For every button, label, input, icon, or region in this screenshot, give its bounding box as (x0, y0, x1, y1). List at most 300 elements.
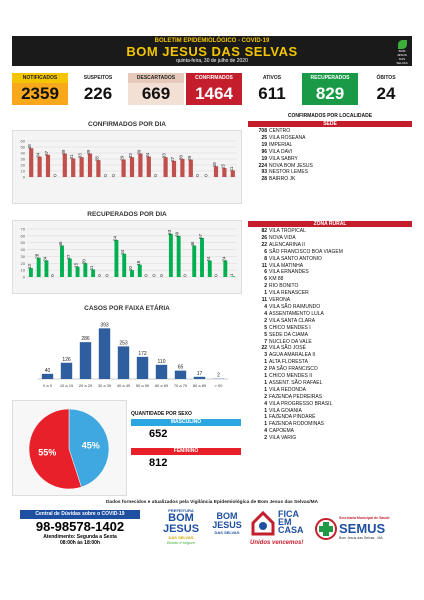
semus-top: Secretaria Municipal de Saúde (339, 516, 390, 520)
locality-count: 26 (261, 234, 267, 241)
leaf-icon (398, 40, 407, 49)
kpi-recuperados (302, 73, 358, 106)
prefeitura-label: PREFEITURA (168, 508, 194, 513)
data-label: 15 (73, 262, 79, 268)
list-item (250, 290, 343, 297)
city-logo (396, 38, 408, 65)
y-tick-label: 0 (22, 174, 25, 180)
sexo-pie-chart (13, 401, 128, 497)
em-text: EM (278, 517, 292, 527)
locality-count: 19 (261, 155, 267, 162)
bulletin-date: quinta-feira, 30 de julho de 2020 (176, 58, 248, 64)
data-label: 28 (94, 156, 100, 162)
locality-count: 6 (264, 248, 267, 255)
kpi-label: NOTIFICADOS (12, 73, 68, 83)
data-label: 17 (196, 370, 203, 377)
unidos-slogan: Unidos vencemos! (250, 540, 304, 546)
locality-count: 2 (264, 435, 267, 442)
faixa-etaria-title: CASOS POR FAIXA ETÁRIA (84, 305, 170, 312)
locality-count: 22 (261, 241, 267, 248)
list-item (250, 311, 343, 318)
locality-count: 82 (261, 228, 267, 234)
bar (61, 363, 72, 379)
x-tick-label: > 90 (214, 383, 223, 388)
y-tick-label: 0 (22, 274, 25, 280)
list-item (250, 318, 343, 325)
data-label: 28 (34, 253, 40, 259)
y-tick-label: 50 (20, 240, 25, 246)
list-item (250, 414, 343, 421)
bj-bom: BOM (216, 511, 238, 521)
locality-count: 25 (261, 134, 267, 141)
data-label: 1 (229, 273, 235, 277)
data-label: 11 (228, 166, 234, 172)
locality-count: 7 (264, 338, 267, 345)
data-label: 60 (174, 231, 180, 237)
feminino-value: 812 (149, 457, 168, 469)
locality-name: NOVA BOM JESUS (269, 162, 313, 169)
list-item (250, 128, 313, 135)
prefeitura-bom: BOM (168, 512, 194, 524)
bar (80, 342, 91, 379)
locality-name: VILA REDONDA (269, 386, 306, 393)
y-tick-label: 70 (20, 226, 25, 232)
list-item (250, 394, 343, 401)
masculino-value: 652 (149, 428, 168, 440)
data-label: 34 (144, 152, 150, 158)
y-tick-label: 20 (20, 260, 25, 266)
locality-name: VILA SANTO ANTONIO (269, 255, 322, 262)
data-label: 0 (111, 174, 117, 177)
kpi-ativos (244, 73, 300, 106)
y-tick-label: 20 (20, 162, 25, 168)
city-logo-text: BOM JESUS DAS SELVAS (396, 49, 408, 65)
data-label: 30 (178, 154, 184, 161)
locality-count: 6 (264, 276, 267, 283)
list-item (250, 283, 343, 290)
bar (115, 240, 119, 277)
data-label: 393 (100, 322, 109, 329)
prefeitura-selvas: DAS SELVAS (168, 535, 194, 540)
data-label: 34 (120, 249, 126, 255)
locality-name: VILA MATINHA (269, 262, 304, 269)
locality-name: NESTOR LEMES (269, 169, 309, 176)
data-label: 18 (212, 162, 217, 168)
data-label: 65 (177, 364, 184, 371)
data-label: 39 (86, 149, 91, 155)
data-label: 63 (166, 229, 172, 235)
locality-count: 1 (264, 359, 267, 366)
locality-name: FAZENDA PEDREIRAS (269, 393, 323, 400)
data-label: 126 (62, 356, 71, 363)
help-hours-days: Atendimento: Segunda a Sexta (43, 534, 117, 540)
locality-count: 4 (264, 310, 267, 317)
data-label: 27 (65, 254, 71, 260)
bar (63, 154, 67, 177)
locality-name: ALENCARINA II (269, 241, 305, 248)
semus-sub: Bom Jesus das Selvas - MA (339, 536, 383, 540)
locality-count: 1 (264, 290, 267, 297)
locality-name: VILA ROSEANA (269, 134, 306, 141)
bar (192, 245, 196, 277)
data-label: 20 (81, 259, 87, 265)
bj-selvas: DAS SELVAS (214, 530, 240, 535)
y-tick-label: 30 (20, 253, 25, 259)
list-item (250, 428, 343, 435)
data-label: 0 (143, 274, 149, 277)
x-tick-label: 60 a 69 (154, 383, 169, 388)
prefeitura-jesus: JESUS (162, 523, 200, 535)
locality-name: VILA DAVI (269, 148, 293, 155)
list-item (250, 163, 313, 170)
locality-name: VILA ERNANDES (269, 269, 309, 276)
help-phone[interactable]: 98-98578-1402 (35, 519, 125, 534)
data-label: 37 (44, 150, 49, 156)
data-label: 18 (135, 260, 141, 266)
list-item (250, 263, 343, 270)
locality-name: VILA RENASCER (269, 290, 309, 297)
data-label: 57 (198, 233, 203, 239)
bar (29, 148, 33, 177)
semus-text: SEMUS (339, 521, 386, 536)
list-item (250, 269, 343, 276)
locality-count: 6 (264, 269, 267, 276)
list-item (250, 332, 343, 339)
list-item (250, 176, 313, 183)
list-item (250, 325, 343, 332)
locality-count: 19 (261, 141, 267, 148)
bar (138, 154, 142, 177)
pie-label: 45% (81, 440, 100, 451)
data-label: 253 (119, 340, 128, 347)
zona-rural-header: ZONA RURAL (248, 221, 412, 227)
bar (71, 158, 75, 177)
bar (88, 154, 92, 177)
bj-logo (207, 512, 247, 535)
locality-count: 1 (264, 421, 267, 428)
locality-name: RIO BONITO (269, 283, 299, 290)
x-tick-label: 50 a 59 (135, 383, 150, 388)
y-tick-label: 10 (20, 267, 25, 273)
list-item (250, 366, 343, 373)
bar (169, 234, 173, 277)
bar (172, 161, 176, 177)
locality-name: PA SÃO FRANCISCO (269, 366, 318, 373)
bar (208, 261, 212, 277)
locality-name: BAIRRO JK (269, 176, 296, 183)
locality-count: 28 (261, 176, 267, 183)
data-label: 0 (50, 274, 56, 277)
prefeitura-logo (155, 508, 207, 554)
data-label: 10 (128, 266, 133, 272)
bar (60, 245, 64, 277)
data-label: 0 (182, 274, 188, 277)
locality-name: VILA GOIANIA (269, 407, 302, 414)
kpi-label: SUSPEITOS (70, 73, 126, 83)
list-item (250, 401, 343, 408)
bar (37, 258, 41, 277)
locality-name: ALTA FLORESTA (269, 359, 308, 366)
list-item (250, 142, 313, 149)
kpi-value: 611 (244, 83, 300, 105)
locality-count: 8 (264, 255, 267, 262)
data-label: 0 (104, 274, 110, 277)
faixa-etaria-chart (12, 313, 242, 393)
y-tick-label: 40 (20, 150, 25, 156)
locality-name: VILA SABRY (269, 155, 298, 162)
locality-count: 93 (261, 169, 267, 176)
locality-count: 2 (264, 283, 267, 290)
prefeitura-slogan: Bonito e seguro (166, 540, 196, 545)
fica-em-casa-logo (250, 508, 310, 552)
list-item (250, 276, 343, 283)
x-tick-label: 70 a 79 (173, 383, 188, 388)
list-item (250, 297, 343, 304)
kpi-label: RECUPERADOS (302, 73, 358, 83)
list-item (250, 380, 343, 387)
y-tick-label: 60 (20, 233, 25, 239)
sede-header: SEDE (248, 121, 412, 127)
bar (194, 377, 205, 379)
locality-name: VILA SÃO JOSÉ (269, 345, 306, 352)
kpi-label: CONFIRMADOS (186, 73, 242, 83)
data-label: 2 (217, 372, 220, 379)
semus-logo (315, 512, 410, 548)
bar (164, 157, 168, 177)
data-label: 33 (77, 153, 83, 159)
x-tick-label: 80 a 89 (192, 383, 207, 388)
locality-name: IMPERIAL (269, 141, 293, 148)
bar (200, 238, 204, 277)
sexo-title: QUANTIDADE POR SEXO (131, 411, 192, 417)
bar (46, 155, 50, 177)
kpi-value: 226 (70, 83, 126, 105)
bar (189, 160, 193, 177)
kpi-value: 2359 (12, 83, 68, 105)
locality-name: NUCLEO DA VALE (269, 338, 312, 345)
list-item (250, 135, 313, 142)
locality-count: 2 (264, 317, 267, 324)
list-item (250, 373, 343, 380)
bar (122, 160, 126, 177)
kpi-value: 829 (302, 83, 358, 105)
data-label: 33 (128, 153, 133, 159)
locality-name: VILA TROPICAL (269, 228, 306, 234)
list-item (250, 256, 343, 263)
kpi-label: ATIVOS (244, 73, 300, 83)
data-label: 31 (69, 154, 75, 160)
data-label: 27 (170, 156, 175, 162)
locality-name: CHICO MENDES II (269, 373, 313, 380)
bar (99, 328, 110, 379)
locality-count: 2 (264, 393, 267, 400)
bar (180, 159, 184, 177)
confirmados-chart (13, 131, 243, 205)
x-tick-label: 20 a 29 (78, 383, 93, 388)
locality-name: SÃO FRANCISCO BOA VIAGEM (269, 248, 343, 255)
locality-name: AGUA AMARALEA II (269, 352, 316, 359)
list-item (250, 149, 313, 156)
kpi-label: DESCARTADOS (128, 73, 184, 83)
data-label: 46 (58, 241, 63, 247)
data-label: 29 (119, 155, 125, 161)
list-item (250, 169, 313, 176)
bar (68, 258, 72, 277)
kpi-confirmados (186, 73, 242, 106)
locality-name: FAZENDA PINDARÉ (269, 414, 316, 421)
bulletin-title: BOLETIM EPIDEMIOLÓGICO - COVID-19 (154, 38, 270, 44)
sede-list (250, 128, 313, 183)
help-box (20, 510, 140, 550)
locality-name: KM 88 (269, 276, 284, 283)
feminino-label: FEMININO (131, 448, 241, 455)
locality-count: 1 (264, 379, 267, 386)
data-label: 0 (159, 274, 165, 277)
list-item (250, 387, 343, 394)
locality-name: VILA SANTA CLARA (269, 317, 316, 324)
header-banner (12, 36, 412, 66)
health-cross-icon (315, 518, 337, 540)
locality-count: 1 (264, 414, 267, 421)
data-label: 29 (186, 155, 192, 161)
recuperados-chart (13, 221, 243, 295)
locality-count: 5 (264, 324, 267, 331)
confirmados-title: CONFIRMADOS POR DIA (88, 121, 166, 128)
locality-name: VERONA (269, 297, 291, 304)
list-item (250, 352, 343, 359)
city-title: BOM JESUS DAS SELVAS (126, 44, 298, 59)
data-label: 54 (112, 235, 118, 241)
bar (137, 357, 148, 379)
locality-name: CAPOEMA (269, 428, 295, 435)
locality-count: 224 (258, 162, 267, 169)
casa-text: CASA (278, 525, 304, 535)
locality-name: CENTRO (269, 128, 291, 134)
bar (45, 261, 49, 277)
localidade-title: CONFIRMADOS POR LOCALIDADE (287, 113, 373, 119)
y-tick-label: 10 (20, 168, 25, 174)
data-label: 33 (161, 153, 167, 159)
data-label: 46 (190, 241, 196, 247)
data-label: 24 (221, 256, 227, 262)
data-label: 110 (157, 358, 166, 365)
bar (147, 157, 151, 177)
list-item (250, 228, 343, 235)
bar (130, 157, 134, 177)
bar (38, 157, 42, 177)
y-tick-label: 50 (20, 144, 25, 150)
fica-text: FICA (278, 509, 299, 519)
data-label: 0 (102, 174, 108, 177)
locality-name: FAZENDA RODOMINAS (269, 421, 325, 428)
list-item (250, 235, 343, 242)
locality-name: VILA PROGRESSO BRASIL (269, 400, 333, 407)
house-icon (250, 510, 276, 536)
kpi-value: 1464 (186, 83, 242, 105)
locality-count: 4 (264, 400, 267, 407)
data-label: 34 (35, 152, 41, 158)
data-label: 0 (52, 174, 58, 177)
bar (80, 157, 84, 177)
data-label: 24 (42, 256, 48, 262)
masculino-label: MASCULINO (131, 419, 241, 426)
locality-count: 11 (261, 297, 267, 304)
data-label: 40 (44, 367, 51, 374)
recuperados-chart-panel (12, 220, 242, 294)
kpi-notificados (12, 73, 68, 106)
bar (177, 236, 181, 277)
list-item (250, 242, 343, 249)
locality-count: 96 (261, 148, 267, 155)
bar (83, 263, 87, 277)
locality-name: SEDE DA CIAMA (269, 331, 308, 338)
kpi-value: 24 (360, 83, 412, 105)
data-label: 0 (96, 274, 102, 277)
confirmados-chart-panel (12, 130, 242, 204)
kpi-óbitos (360, 73, 412, 106)
kpi-suspeitos (70, 73, 126, 106)
locality-count: 2 (264, 366, 267, 373)
locality-count: 1 (264, 386, 267, 393)
x-tick-label: 30 a 39 (97, 383, 112, 388)
list-item (250, 249, 343, 256)
list-item (250, 421, 343, 428)
bar (96, 160, 100, 177)
data-label: 15 (220, 163, 226, 170)
locality-count: 1 (264, 373, 267, 380)
y-tick-label: 40 (20, 247, 25, 253)
y-tick-label: 30 (20, 156, 25, 162)
list-item (250, 345, 343, 352)
data-label: 286 (81, 336, 90, 343)
locality-name: VILA SÃO RAIMUNDO (269, 303, 321, 310)
locality-name: NOVA VIDA (269, 234, 296, 241)
data-label: 39 (136, 149, 142, 155)
rural-list (250, 228, 343, 442)
kpi-label: ÓBITOS (360, 73, 412, 83)
list-item (250, 156, 313, 163)
locality-count: 11 (261, 262, 267, 269)
data-label: 0 (195, 174, 201, 177)
bar (42, 374, 53, 379)
locality-count: 22 (261, 345, 267, 352)
bar (175, 371, 186, 379)
locality-name: CHICO MENDES I (269, 324, 311, 331)
bar (156, 365, 167, 379)
locality-count: 3 (264, 352, 267, 359)
data-label: 48 (27, 144, 33, 150)
bar (122, 254, 126, 277)
data-label: 0 (153, 174, 159, 177)
bar (223, 261, 227, 277)
data-label: 24 (205, 256, 211, 262)
bar (118, 346, 129, 379)
locality-count: 5 (264, 331, 267, 338)
list-item (250, 304, 343, 311)
x-tick-label: 0 a 9 (43, 383, 52, 388)
locality-count: 1 (264, 407, 267, 414)
locality-name: ASSENT. SÃO RAFAEL (269, 379, 323, 386)
x-tick-label: 10 a 19 (59, 383, 74, 388)
locality-count: 708 (258, 128, 267, 134)
locality-count: 4 (264, 428, 267, 435)
data-label: 39 (60, 149, 66, 155)
pie-label: 55% (38, 447, 57, 458)
x-tick-label: 40 a 49 (116, 383, 131, 388)
locality-name: VILA VARIG (269, 435, 297, 442)
data-label: 13 (26, 264, 32, 270)
kpi-descartados (128, 73, 184, 106)
